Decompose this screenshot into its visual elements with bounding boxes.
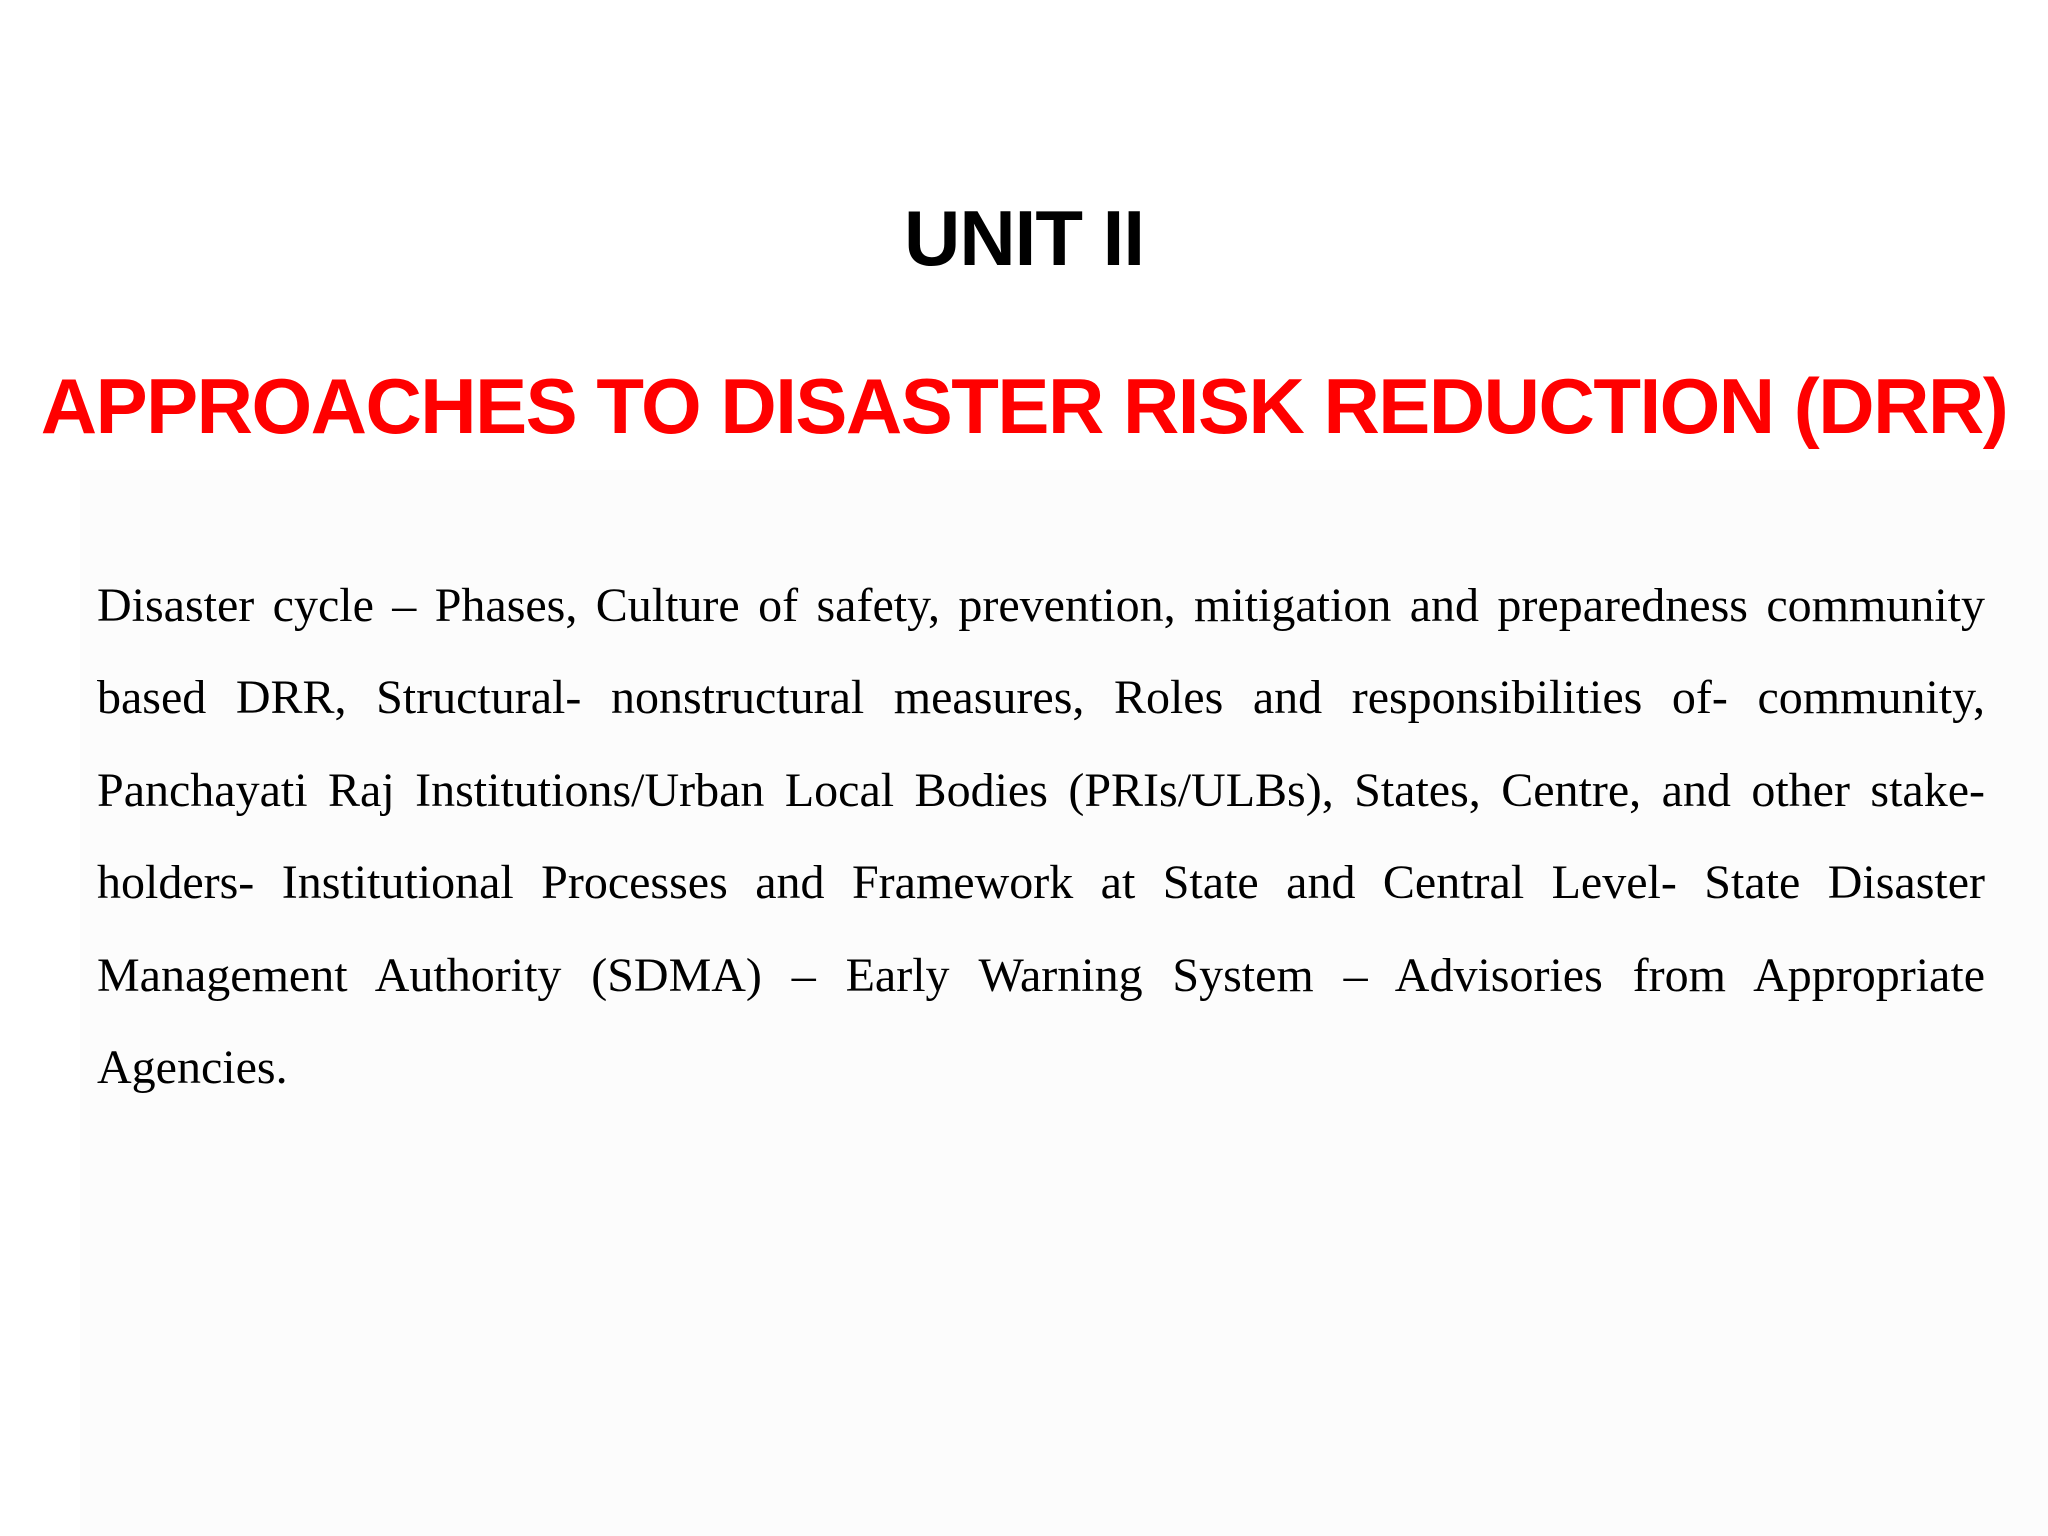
syllabus-paragraph: Disaster cycle – Phases, Culture of safety, prevention, mitigation and preparedness community based DRR, Structural- nonstructural measures, Roles and responsibilities of- community, Panchayati Raj Institutions/Urban Local Bodies (PRIs/ULBs), States, Centre, and other stake-holders- Institutional Processes and Framework at State and Central Level- State Disaster Management Authority (SDMA) – Early Warning System – Advisories from Appropriate Agencies. — [97, 579, 1985, 1095]
slide-heading: APPROACHES TO DISASTER RISK REDUCTION (DRR) — [40, 362, 2008, 450]
unit-title: UNIT II — [904, 194, 1144, 282]
